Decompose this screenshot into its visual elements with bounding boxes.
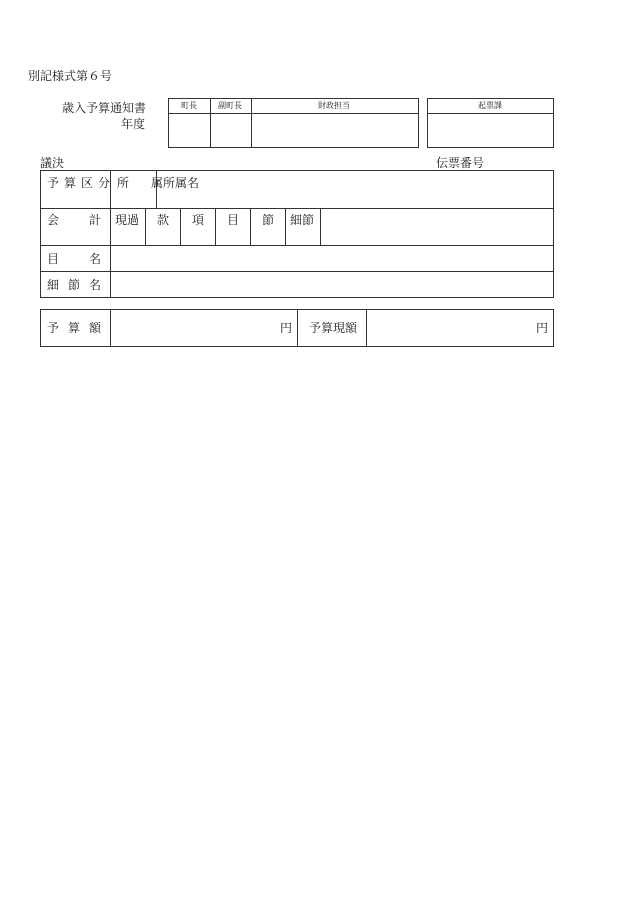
subsection-name-field[interactable] [112, 273, 552, 296]
current-excess-label: 現過 [115, 213, 140, 227]
row-divider-2 [40, 245, 554, 246]
amount-divider-2 [297, 309, 298, 347]
affiliation-label: 所 属 [117, 176, 169, 190]
subsection-name-label: 細節名 [47, 278, 111, 292]
originating-section-label: 起票課 [478, 101, 502, 110]
form-number: 別記様式第６号 [28, 69, 113, 83]
row-divider-3 [40, 271, 554, 272]
fiscal-year-label: 年度 [121, 117, 146, 131]
accounting-code-field[interactable] [322, 210, 552, 243]
kou-label: 項 [192, 213, 205, 227]
affiliation-name-label: 所属名 [163, 176, 200, 190]
item-name-field[interactable] [112, 247, 552, 269]
decision-label: 議決 [40, 156, 65, 170]
accounting-divider-5 [285, 208, 286, 245]
slip-number-label: 伝票番号 [436, 156, 485, 170]
finance-officer-label: 財政担当 [318, 101, 350, 110]
deputy-mayor-stamp-field[interactable] [211, 114, 250, 147]
accounting-divider-1 [145, 208, 146, 245]
amount-divider-1 [110, 309, 111, 347]
mayor-stamp-field[interactable] [169, 114, 209, 147]
yen-unit: 円 [280, 321, 293, 335]
affiliation-name-field[interactable] [200, 190, 552, 206]
budget-amount-field[interactable] [112, 311, 280, 345]
budget-category-label: 予算区分 [47, 176, 116, 190]
accounting-label: 会 計 [47, 213, 104, 227]
originating-section-stamp-field[interactable] [428, 114, 553, 147]
item-name-label: 目 名 [47, 252, 104, 266]
deputy-mayor-label: 副町長 [218, 101, 242, 110]
accounting-divider-3 [215, 208, 216, 245]
mayor-label: 町長 [181, 101, 197, 110]
yen-unit-2: 円 [536, 321, 549, 335]
saisetsu-label: 細節 [290, 213, 315, 227]
amount-divider-3 [366, 309, 367, 347]
kan-label: 款 [157, 213, 170, 227]
form-title: 歳入予算通知書 [62, 101, 147, 115]
accounting-divider-2 [180, 208, 181, 245]
moku-label: 目 [227, 213, 240, 227]
accounting-divider-6 [320, 208, 321, 245]
current-budget-amount-label: 予算現額 [309, 321, 358, 335]
budget-amount-label: 予算額 [47, 321, 111, 335]
row-divider-1 [40, 208, 554, 209]
setsu-label: 節 [262, 213, 275, 227]
finance-officer-stamp-field[interactable] [252, 114, 418, 147]
accounting-divider-4 [250, 208, 251, 245]
current-budget-amount-field[interactable] [368, 311, 534, 345]
